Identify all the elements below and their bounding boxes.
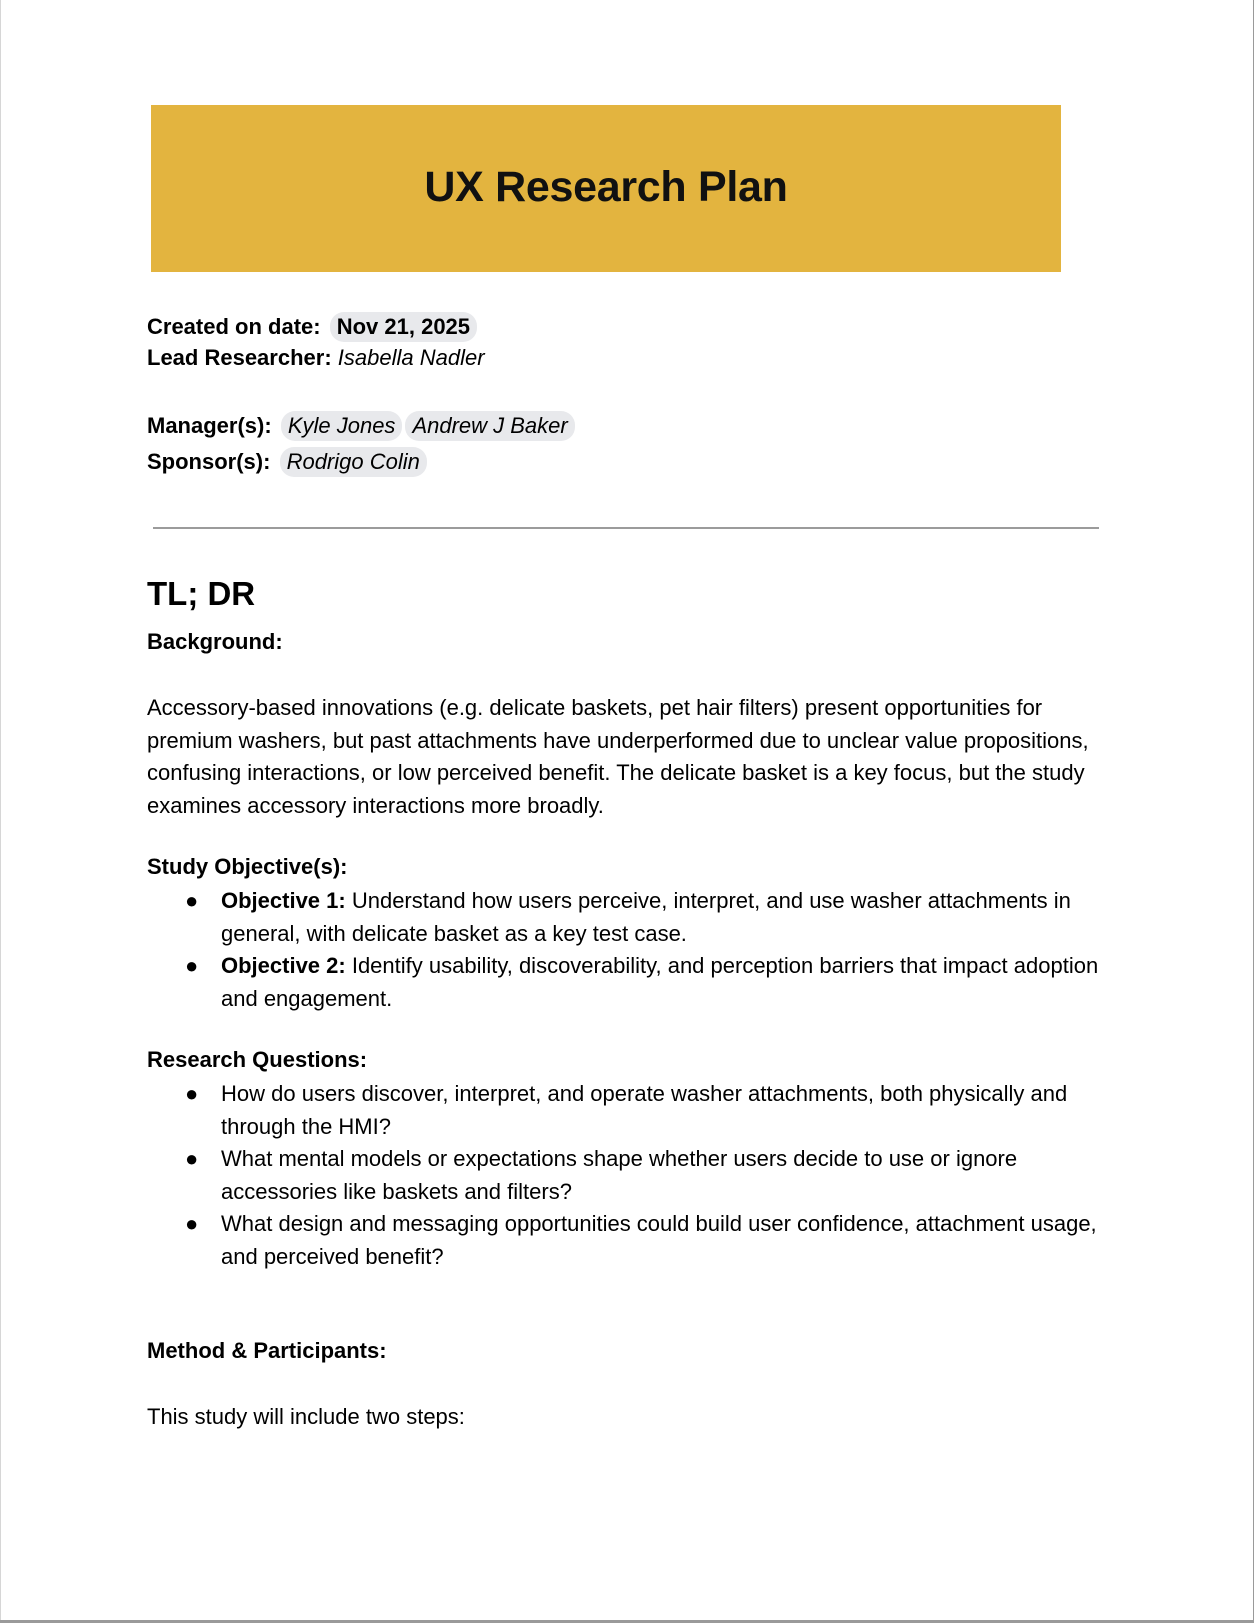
- list-item: [147, 1208, 1107, 1273]
- objective-text: Identify usability, discoverability, and perception barriers that impact adoption and engagement.: [221, 953, 1099, 1011]
- managers-row: [147, 411, 575, 441]
- title-banner: [151, 105, 1061, 272]
- manager-chip[interactable]: Kyle Jones: [281, 411, 403, 441]
- method-label: Method & Participants:: [147, 1338, 387, 1363]
- list-item: [147, 950, 1107, 1015]
- sponsors-label: Sponsor(s):: [147, 449, 271, 474]
- created-date-label: Created on date:: [147, 314, 321, 339]
- objective-label: Objective 1:: [221, 888, 346, 913]
- created-date-chip[interactable]: Nov 21, 2025: [330, 312, 477, 342]
- managers-label: Manager(s):: [147, 413, 272, 438]
- research-questions-list: [147, 1078, 1107, 1273]
- research-questions-label: Research Questions:: [147, 1047, 368, 1072]
- bullet-icon: ●: [185, 1081, 199, 1106]
- bullet-icon: ●: [185, 1146, 199, 1171]
- background-paragraph: Accessory-based innovations (e.g. delicate baskets, pet hair filters) present opportunities for premium washers, but past attachments have underperformed due to unclear value propositions, confusing interactions, or low perceived benefit. The delicate basket is a key focus, but the study examines accessory interactions more broadly.: [147, 695, 1089, 818]
- objective-text: Understand how users perceive, interpret, and use washer attachments in general, with delicate basket as a key test case.: [221, 888, 1071, 946]
- manager-chip[interactable]: Andrew J Baker: [405, 411, 574, 441]
- question-text: What mental models or expectations shape whether users decide to use or ignore accessories like baskets and filters?: [221, 1146, 1018, 1204]
- method-paragraph: This study will include two steps:: [147, 1404, 465, 1429]
- tldr-heading: TL; DR: [147, 575, 256, 612]
- bullet-icon: ●: [185, 888, 199, 913]
- lead-researcher-label: Lead Researcher:: [147, 345, 332, 370]
- bullet-icon: ●: [185, 1211, 199, 1236]
- sponsor-chip[interactable]: Rodrigo Colin: [280, 447, 427, 477]
- list-item: [147, 1078, 1107, 1143]
- question-text: How do users discover, interpret, and operate washer attachments, both physically and through the HMI?: [221, 1081, 1068, 1139]
- bullet-icon: ●: [185, 953, 199, 978]
- question-text: What design and messaging opportunities could build user confidence, attachment usage, and perceived benefit?: [221, 1211, 1097, 1269]
- lead-researcher-row: [147, 344, 485, 372]
- document-title: UX Research Plan: [424, 163, 788, 211]
- horizontal-divider: [153, 527, 1099, 529]
- list-item: [147, 885, 1107, 950]
- background-label: Background:: [147, 629, 283, 654]
- created-date-row: [147, 312, 477, 342]
- objectives-list: [147, 885, 1107, 1015]
- sponsors-row: [147, 447, 427, 477]
- list-item: [147, 1143, 1107, 1208]
- lead-researcher-name: Isabella Nadler: [337, 345, 485, 370]
- objectives-label: Study Objective(s):: [147, 854, 348, 879]
- objective-label: Objective 2:: [221, 953, 346, 978]
